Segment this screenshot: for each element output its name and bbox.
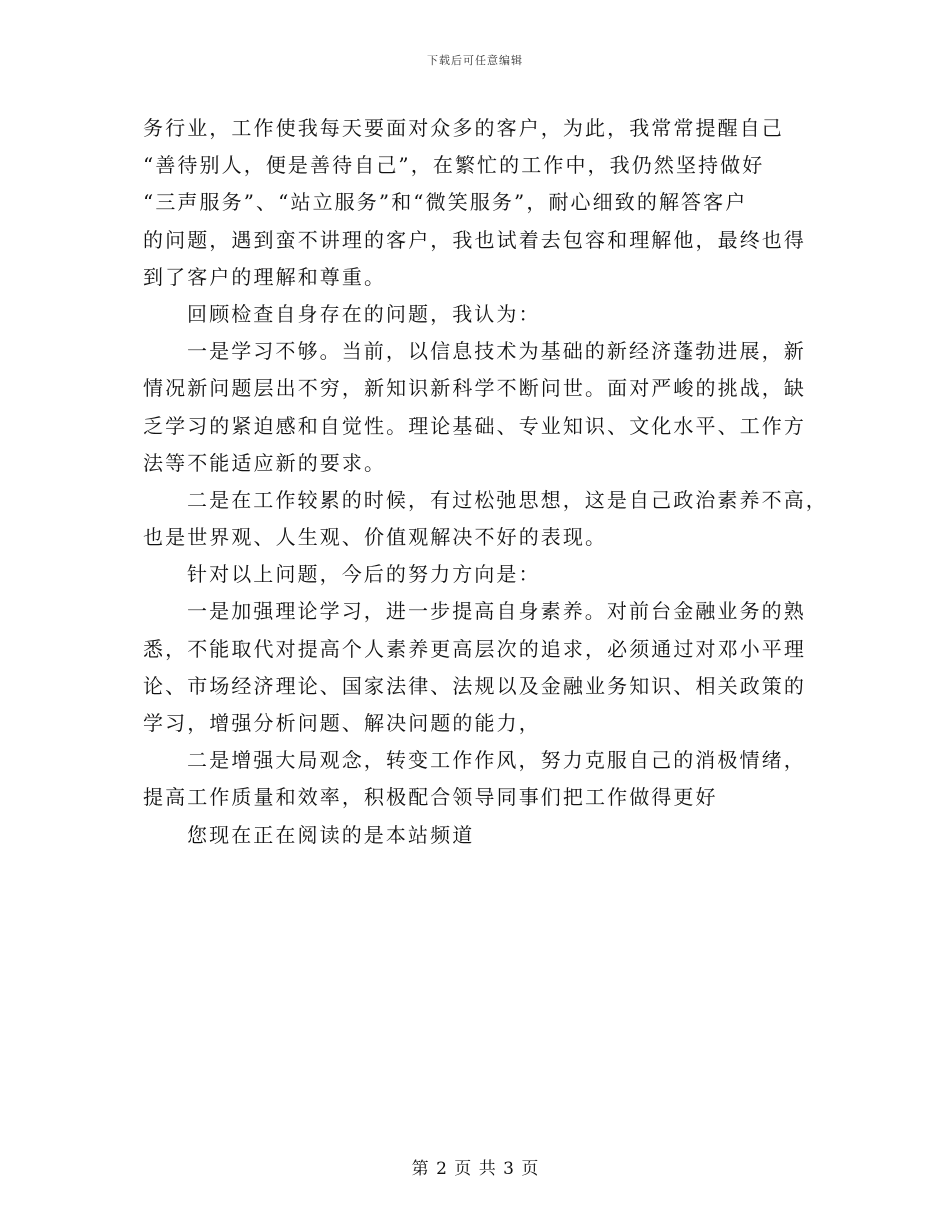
text-line: 也是世界观、人生观、价值观解决不好的表现。	[143, 525, 608, 550]
text-line: 学习，增强分析问题、解决问题的能力，	[143, 711, 541, 735]
paragraph-start: 回顾检查自身存在的问题，我认为：	[187, 301, 541, 326]
text-line: “善待别人，便是善待自己”，在繁忙的工作中，我仍然坚持做好	[143, 153, 765, 178]
text-line: “三声服务”、“站立服务”和“微笑服务”，耐心细致的解答客户	[143, 190, 748, 215]
text-line: 乏学习的紧迫感和自觉性。理论基础、专业知识、文化水平、工作方	[143, 413, 806, 438]
text-line: 到了客户的理解和尊重。	[143, 264, 387, 289]
page-number-footer: 第 2 页 共 3 页	[411, 1159, 539, 1179]
text-line: 法等不能适应新的要求。	[143, 450, 387, 475]
text-line: 的问题，遇到蛮不讲理的客户，我也试着去包容和理解他，最终也得	[143, 227, 806, 252]
paragraph-start: 针对以上问题，今后的努力方向是：	[187, 562, 541, 587]
page-header: 下载后可任意编辑	[427, 54, 523, 67]
text-line: 论、市场经济理论、国家法律、法规以及金融业务知识、相关政策的	[143, 673, 806, 698]
text-line: 提高工作质量和效率，积极配合领导同事们把工作做得更好	[143, 785, 718, 810]
paragraph-start: 一是加强理论学习，进一步提高自身素养。对前台金融业务的熟	[187, 599, 806, 624]
text-line: 情况新问题层出不穷，新知识新科学不断问世。面对严峻的挑战，缺	[143, 376, 806, 401]
text-line: 务行业，工作使我每天要面对众多的客户，为此，我常常提醒自己	[143, 116, 784, 140]
text-line: 悉，不能取代对提高个人素养更高层次的追求，必须通过对邓小平理	[143, 636, 806, 661]
paragraph-start: 一是学习不够。当前，以信息技术为基础的新经济蓬勃进展，新	[187, 339, 806, 364]
paragraph-start: 您现在正在阅读的是本站频道	[187, 822, 475, 847]
paragraph-start: 二是增强大局观念，转变工作作风，努力克服自己的消极情绪，	[187, 748, 806, 773]
paragraph-start: 二是在工作较累的时候，有过松弛思想，这是自己政治素养不高，	[187, 487, 828, 512]
document-body	[143, 110, 828, 854]
